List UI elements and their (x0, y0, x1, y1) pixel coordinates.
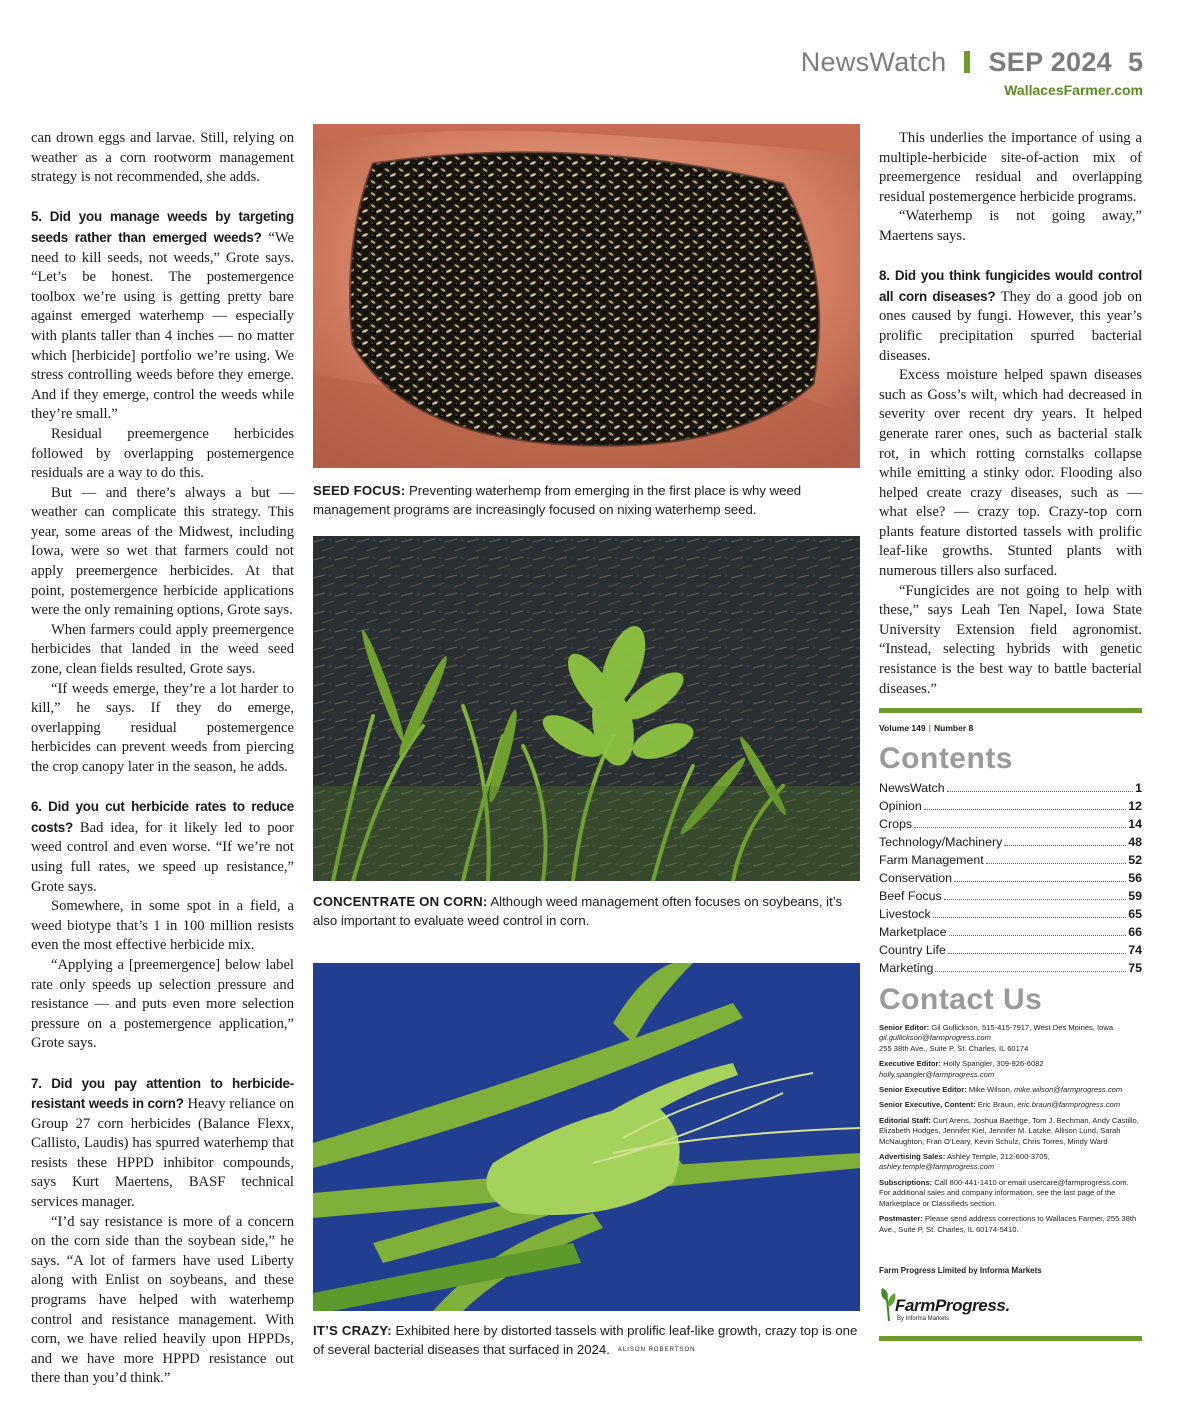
toc-leader-dots (935, 971, 1126, 972)
contact-email[interactable]: mike.wilson@farmprogress.com (1014, 1085, 1123, 1095)
tassel-photo-caption (313, 1321, 860, 1360)
toc-leader-dots (944, 899, 1127, 900)
toc-leader-dots (949, 935, 1127, 936)
contact-text: Ashley Temple, 212-600-3705, (945, 1152, 1050, 1162)
contact-label: Subscriptions: (879, 1177, 933, 1187)
question-heading: 5. Did you manage weeds by targeting seeds rather than emerged weeds? (31, 209, 294, 245)
toc-section-name: Opinion (879, 799, 922, 813)
contact-text: Curt Arens, Joshua Baethge, Tom J. Bechman, Andy Castillo, Elizabeth Hodges, Jennifer Kiel, Jennifer M. Latzke, Allison Lund, Sarah McNaughton, Fran O’Leary, Kevin Schulz, Chris Torres, Mindy Ward (879, 1115, 1139, 1146)
toc-page-number: 59 (1128, 889, 1142, 903)
toc-row[interactable] (879, 907, 1142, 925)
paragraph: “I’d say resistance is more of a concern on the corn side than the soybean side,” he says. “A lot of farmers have used Liberty along with Enlist on soybeans, and these programs have helped with waterhemp control and resistance management. With corn, we have relied heavily upon HPPDs, and we have more HPPD resistance out there than you’d think.” (31, 1213, 294, 1387)
contact-senior-executive-content (879, 1100, 1142, 1110)
toc-section-name: Country Life (879, 943, 946, 957)
contact-heading: Contact Us (879, 983, 1043, 1016)
toc-section-name: Beef Focus (879, 889, 942, 903)
toc-row[interactable] (879, 871, 1142, 889)
toc-leader-dots (914, 827, 1126, 828)
toc-leader-dots (954, 881, 1126, 882)
volume-info (879, 723, 973, 733)
toc-row[interactable] (879, 835, 1142, 853)
contact-senior-editor (879, 1023, 1142, 1054)
seed-photo-caption (313, 481, 860, 519)
caption-title: IT’S CRAZY: (313, 1323, 392, 1338)
contact-label: Editorial Staff: (879, 1115, 931, 1125)
paragraph: This underlies the importance of using a multiple-herbicide site-of-action mix of preemergence residual and overlapping residual postemergence herbicide programs. (879, 130, 1142, 205)
contact-text: Please send address corrections to Wallaces Farmer, 255 38th Ave., Suite P, St. Charles, IL 60174-5410. (879, 1214, 1137, 1234)
toc-page-number: 48 (1128, 835, 1142, 849)
article-column-right (879, 129, 1142, 699)
toc-leader-dots (948, 953, 1126, 954)
contact-advertising (879, 1152, 1142, 1173)
page-number: 5 (1127, 46, 1143, 77)
paragraph: can drown eggs and larvae. Still, relying on weather as a corn rootworm management strategy is not recommended, she adds. (31, 130, 294, 186)
toc-section-name: Crops (879, 817, 913, 831)
toc-row[interactable] (879, 799, 1142, 817)
question-6 (31, 797, 294, 897)
contact-text: Eric Braun, (975, 1100, 1018, 1110)
caption-text: Preventing waterhemp from emerging in the first place is why weed management programs are increasingly focused on nixing waterhemp seed. (313, 483, 802, 517)
contact-label: Postmaster: (879, 1214, 923, 1224)
contact-editorial-staff (879, 1116, 1142, 1147)
question-heading: 6. Did you cut herbicide rates to reduce costs? (31, 799, 294, 835)
paragraph: “Fungicides are not going to help with these,” says Leah Ten Napel, Iowa State University Extension field agronomist. “Instead, selecting hybrids with genetic resistance is the best way to battle bacterial diseases.” (879, 582, 1142, 697)
toc-section-name: Technology/Machinery (879, 835, 1003, 849)
field-photo-caption (313, 892, 860, 930)
paragraph: Excess moisture helped spawn diseases such as Goss’s wilt, which had decreased in severity over recent dry years. It helped generate rarer ones, such as bacterial stalk rot, in which rotting cornstalks collapse while emitting a stinky odor. Flooding also helped create crazy diseases, such as — what else? — crazy top. Crazy-top corn plants feature distorted tassels with prolific leaf-like growths. Stunted plants with numerous tillers also surfaced. (879, 367, 1142, 580)
contact-subscriptions (879, 1178, 1142, 1209)
logo-tagline: By Informa Markets (897, 1316, 950, 1322)
contact-text: Holly Spangler, 309-926-6082 (941, 1059, 1044, 1069)
toc-page-number: 12 (1128, 799, 1142, 813)
contact-email[interactable]: holly.spangler@farmprogress.com (879, 1069, 995, 1079)
toc-section-name: NewsWatch (879, 781, 945, 795)
question-7 (31, 1074, 294, 1213)
contact-email[interactable]: gil.gullickson@farmprogress.com (879, 1033, 991, 1043)
caption-title: SEED FOCUS: (313, 483, 406, 498)
paragraph-text: They do a good job on ones caused by fungi. However, this year’s prolific precipitation spurred bacterial diseases. (879, 288, 1142, 364)
toc-page-number: 65 (1128, 907, 1142, 921)
article-column-left (31, 129, 294, 1389)
toc-leader-dots (947, 791, 1133, 792)
question-heading: 8. Did you think fungicides would control all corn diseases? (879, 268, 1142, 304)
paragraph: But — and there’s always a but — weather can complicate this strategy. This year, some areas of the Midwest, including Iowa, were so wet that farmers could not apply preemergence herbicides. At that point, postemergence herbicide applications were the only remaining options, Grote says. (31, 484, 294, 619)
paragraph: “Applying a [preemergence] below label rate only speeds up selection pressure and resistance — and puts even more selection pressure on a postemergence application,” Grote says. (31, 956, 294, 1052)
toc-page-number: 14 (1128, 817, 1142, 831)
contact-label: Advertising Sales: (879, 1152, 946, 1162)
toc-section-name: Livestock (879, 907, 931, 921)
caption-text: Exhibited here by distorted tassels with prolific leaf-like growth, crazy top is one of several bacterial diseases that surfaced in 2024. (313, 1323, 858, 1357)
contact-label: Senior Executive Editor: (879, 1085, 967, 1095)
caption-title: CONCENTRATE ON CORN: (313, 894, 488, 909)
contents-top-rule (879, 708, 1142, 713)
question-5 (31, 207, 294, 425)
toc-row[interactable] (879, 781, 1142, 799)
paragraph-text: Heavy reliance on Group 27 corn herbicides (Balance Flexx, Callisto, Laudis) has spurred waterhemp that resists these HPPD inhibitor compounds, says Kurt Maertens, BASF technical services manager. (31, 1096, 294, 1211)
contact-label: Executive Editor: (879, 1059, 942, 1069)
header-divider (964, 51, 970, 73)
contact-text: Gil Gullickson, 515-415-7917, West Des Moines, Iowa (929, 1023, 1114, 1032)
seed-photo (313, 124, 860, 468)
contact-senior-executive-editor (879, 1085, 1142, 1095)
contact-label: Senior Editor: (879, 1023, 930, 1032)
toc-page-number: 56 (1128, 871, 1142, 885)
field-photo (313, 536, 860, 881)
toc-page-number: 74 (1128, 943, 1142, 957)
contact-label: Senior Executive, Content: (879, 1100, 976, 1110)
toc-row[interactable] (879, 889, 1142, 907)
toc-leader-dots (924, 809, 1126, 810)
contact-email[interactable]: ashley.temple@farmprogress.com (879, 1162, 995, 1172)
toc-row[interactable] (879, 961, 1142, 979)
toc-row[interactable] (879, 943, 1142, 961)
question-heading: 7. Did you pay attention to herbicide-resistant weeds in corn? (31, 1075, 294, 1112)
contact-address: 255 38th Ave., Suite P, St. Charles, IL 60174 (879, 1043, 1029, 1053)
volume-number: Volume 149 (879, 723, 926, 733)
toc-page-number: 1 (1135, 781, 1142, 795)
website-link[interactable]: WallacesFarmer.com (1004, 82, 1143, 98)
toc-section-name: Marketing (879, 961, 934, 975)
toc-row[interactable] (879, 817, 1142, 835)
contact-email[interactable]: eric.braun@farmprogress.com (1017, 1100, 1121, 1110)
paragraph: “If weeds emerge, they’re a lot harder to kill,” he says. If they do emerge, overlapping residual postemergence herbicides can prevent weeds from piercing the crop canopy later in the season, he adds. (31, 680, 294, 775)
table-of-contents (879, 781, 1142, 979)
contact-info (879, 1023, 1142, 1240)
paragraph: Residual preemergence herbicides followed by overlapping postemergence residuals are a way to do this. (31, 425, 294, 482)
issue-number: Number 8 (934, 723, 974, 733)
volume-separator: | (928, 723, 932, 733)
toc-leader-dots (933, 917, 1127, 918)
toc-row[interactable] (879, 925, 1142, 943)
publisher-line: Farm Progress Limited by Informa Markets (879, 1266, 1042, 1275)
contact-executive-editor (879, 1059, 1142, 1080)
contact-text: Mike Wilson, (966, 1085, 1015, 1095)
contents-heading: Contents (879, 742, 1013, 775)
toc-page-number: 75 (1128, 961, 1142, 975)
contact-text: Call 800-441-1410 or email usercare@farmprogress.com. For additional sales and company information, see the last page of the Marketplace or Classifieds section. (879, 1177, 1129, 1208)
toc-section-name: Farm Management (879, 853, 984, 867)
toc-page-number: 52 (1128, 853, 1142, 867)
toc-section-name: Marketplace (879, 925, 947, 939)
question-8 (879, 266, 1142, 366)
toc-leader-dots (986, 863, 1127, 864)
issue-date: SEP 2024 (988, 46, 1112, 77)
paragraph-text: Bad idea, for it likely led to poor weed control and even worse. “If we’re not using full rates, we speed up resistance,” Grote says. (31, 819, 294, 895)
paragraph: Somewhere, in some spot in a field, a weed biotype that’s 1 in 100 million resists even the most effective herbicide mix. (31, 898, 294, 954)
paragraph-text: “We need to kill seeds, not weeds,” Grote says. “Let’s be honest. The postemergence toolbox we’re using is getting pretty bare against emerged waterhemp — especially with plants taller than 4 inches — no matter which [herbicide] portfolio we’re using. We stress controlling weeds before they emerge. And if they emerge, control the weeds while they’re small.” (31, 229, 294, 423)
toc-leader-dots (1004, 845, 1126, 846)
toc-row[interactable] (879, 853, 1142, 871)
tassel-photo (313, 963, 860, 1311)
contents-bottom-rule (879, 1336, 1142, 1341)
toc-page-number: 66 (1128, 925, 1142, 939)
paragraph: “Waterhemp is not going away,” Maertens says. (879, 208, 1142, 244)
section-name: NewsWatch (800, 46, 947, 77)
caption-text: Although weed management often focuses on soybeans, it’s also important to evaluate weed control in corn. (313, 894, 843, 928)
paragraph: When farmers could apply preemergence herbicides that landed in the weed seed zone, clean fields resulted, Grote says. (31, 621, 294, 678)
page-header (801, 44, 1143, 80)
logo-wordmark: FarmProgress. (895, 1296, 1010, 1315)
photo-credit: ALISON ROBERTSON (617, 1347, 696, 1354)
farm-progress-logo (879, 1285, 1019, 1327)
toc-section-name: Conservation (879, 871, 953, 885)
contact-postmaster (879, 1214, 1142, 1235)
